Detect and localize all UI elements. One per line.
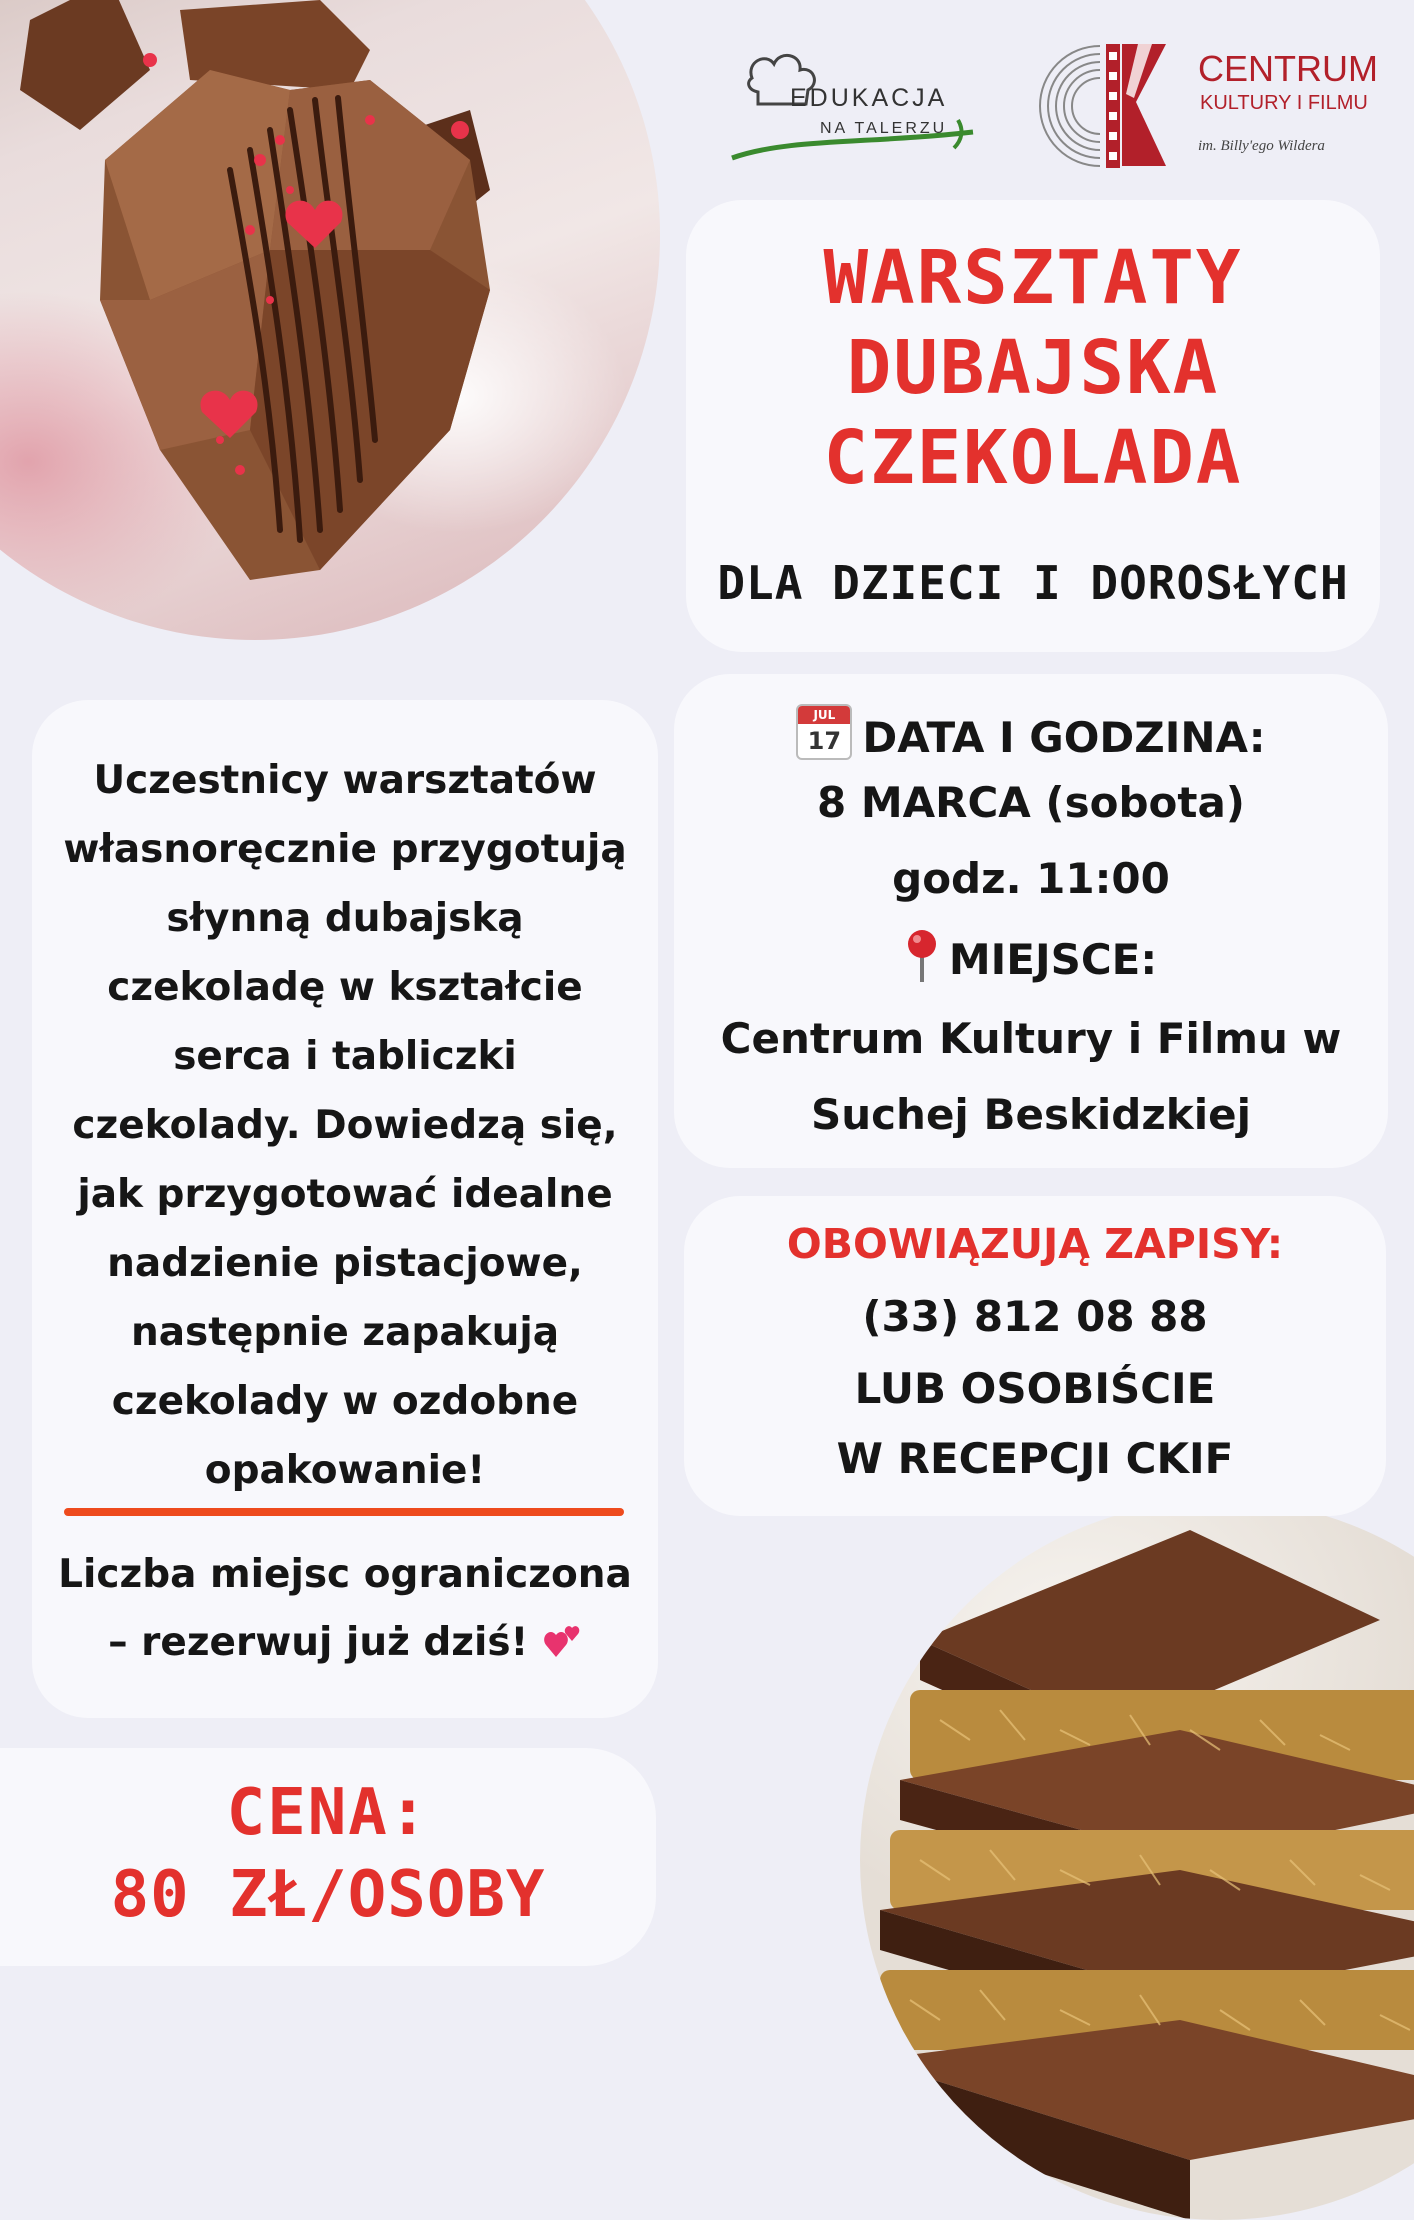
pushpin-icon (905, 928, 939, 984)
description-card (32, 700, 658, 1718)
description-line: czekoladę w kształcie (107, 965, 583, 1010)
price-card (0, 1748, 656, 1966)
description-line: następnie zapakują (130, 1310, 560, 1355)
description-line: własnoręcznie przygotują (63, 827, 627, 872)
description-line: czekolady. Dowiedzą się, (72, 1103, 618, 1148)
calendar-icon (796, 704, 852, 760)
description-line: słynną dubajską (166, 896, 524, 941)
calendar-month: JUL (798, 706, 850, 724)
subtitle: DLA DZIECI I DOROSŁYCH (717, 556, 1349, 610)
edukacja-logo-line1: EDUKACJA (790, 84, 948, 112)
description-text (32, 746, 658, 1505)
note-line-2-row (32, 1620, 658, 1665)
description-line: nadzienie pistacjowe, (107, 1241, 583, 1286)
note-line-2: – rezerwuj już dziś! (108, 1620, 529, 1665)
underline-stroke (64, 1508, 624, 1516)
registration-label: OBOWIĄZUJĄ ZAPISY: (786, 1220, 1284, 1268)
title-line-2: DUBAJSKA (846, 325, 1220, 411)
price-value: 80 ZŁ/OSOBY (110, 1858, 546, 1932)
description-line: Uczestnicy warsztatów (93, 758, 597, 803)
title-card (686, 200, 1380, 652)
centrum-logo-line2: KULTURY I FILMU (1200, 92, 1368, 114)
registration-line-3: W RECEPCJI CKIF (836, 1434, 1234, 1483)
registration-card (684, 1196, 1386, 1516)
event-details-card (674, 674, 1388, 1168)
calendar-day: 17 (807, 727, 842, 755)
place-label: MIEJSCE: (948, 935, 1158, 984)
date-label: DATA I GODZINA: (862, 713, 1266, 762)
date-label-row (674, 704, 1388, 766)
chocolate-heart-photo (0, 0, 660, 640)
centrum-logo-line1: CENTRUM (1198, 48, 1378, 89)
title-line-1: WARSZTATY (823, 235, 1243, 321)
centrum-logo (1030, 38, 1380, 178)
description-line: serca i tabliczki (173, 1034, 517, 1079)
place-label-row (674, 928, 1388, 984)
date-value: 8 MARCA (sobota) (816, 778, 1246, 827)
edukacja-logo-line2: NA TALERZU (820, 120, 948, 137)
time-value: godz. 11:00 (892, 854, 1170, 903)
edukacja-logo (728, 40, 978, 170)
title-line-3: CZEKOLADA (823, 415, 1243, 501)
description-line: jak przygotować idealne (77, 1172, 613, 1217)
chocolate-bars-photo (860, 1500, 1414, 2220)
note-line-1: Liczba miejsc ograniczona (58, 1552, 632, 1597)
film-reel-icon (1030, 38, 1170, 173)
centrum-logo-line3: im. Billy'ego Wildera (1198, 138, 1325, 154)
description-line: opakowanie! (204, 1448, 486, 1493)
registration-line-2: LUB OSOBIŚCIE (854, 1364, 1216, 1413)
place-line-2: Suchej Beskidzkiej (811, 1090, 1251, 1139)
two-hearts-icon (542, 1621, 582, 1661)
price-label: CENA: (226, 1776, 430, 1850)
place-line-1: Centrum Kultury i Filmu w (720, 1014, 1342, 1063)
description-line: czekolady w ozdobne (111, 1379, 579, 1424)
registration-phone: (33) 812 08 88 (862, 1292, 1208, 1341)
